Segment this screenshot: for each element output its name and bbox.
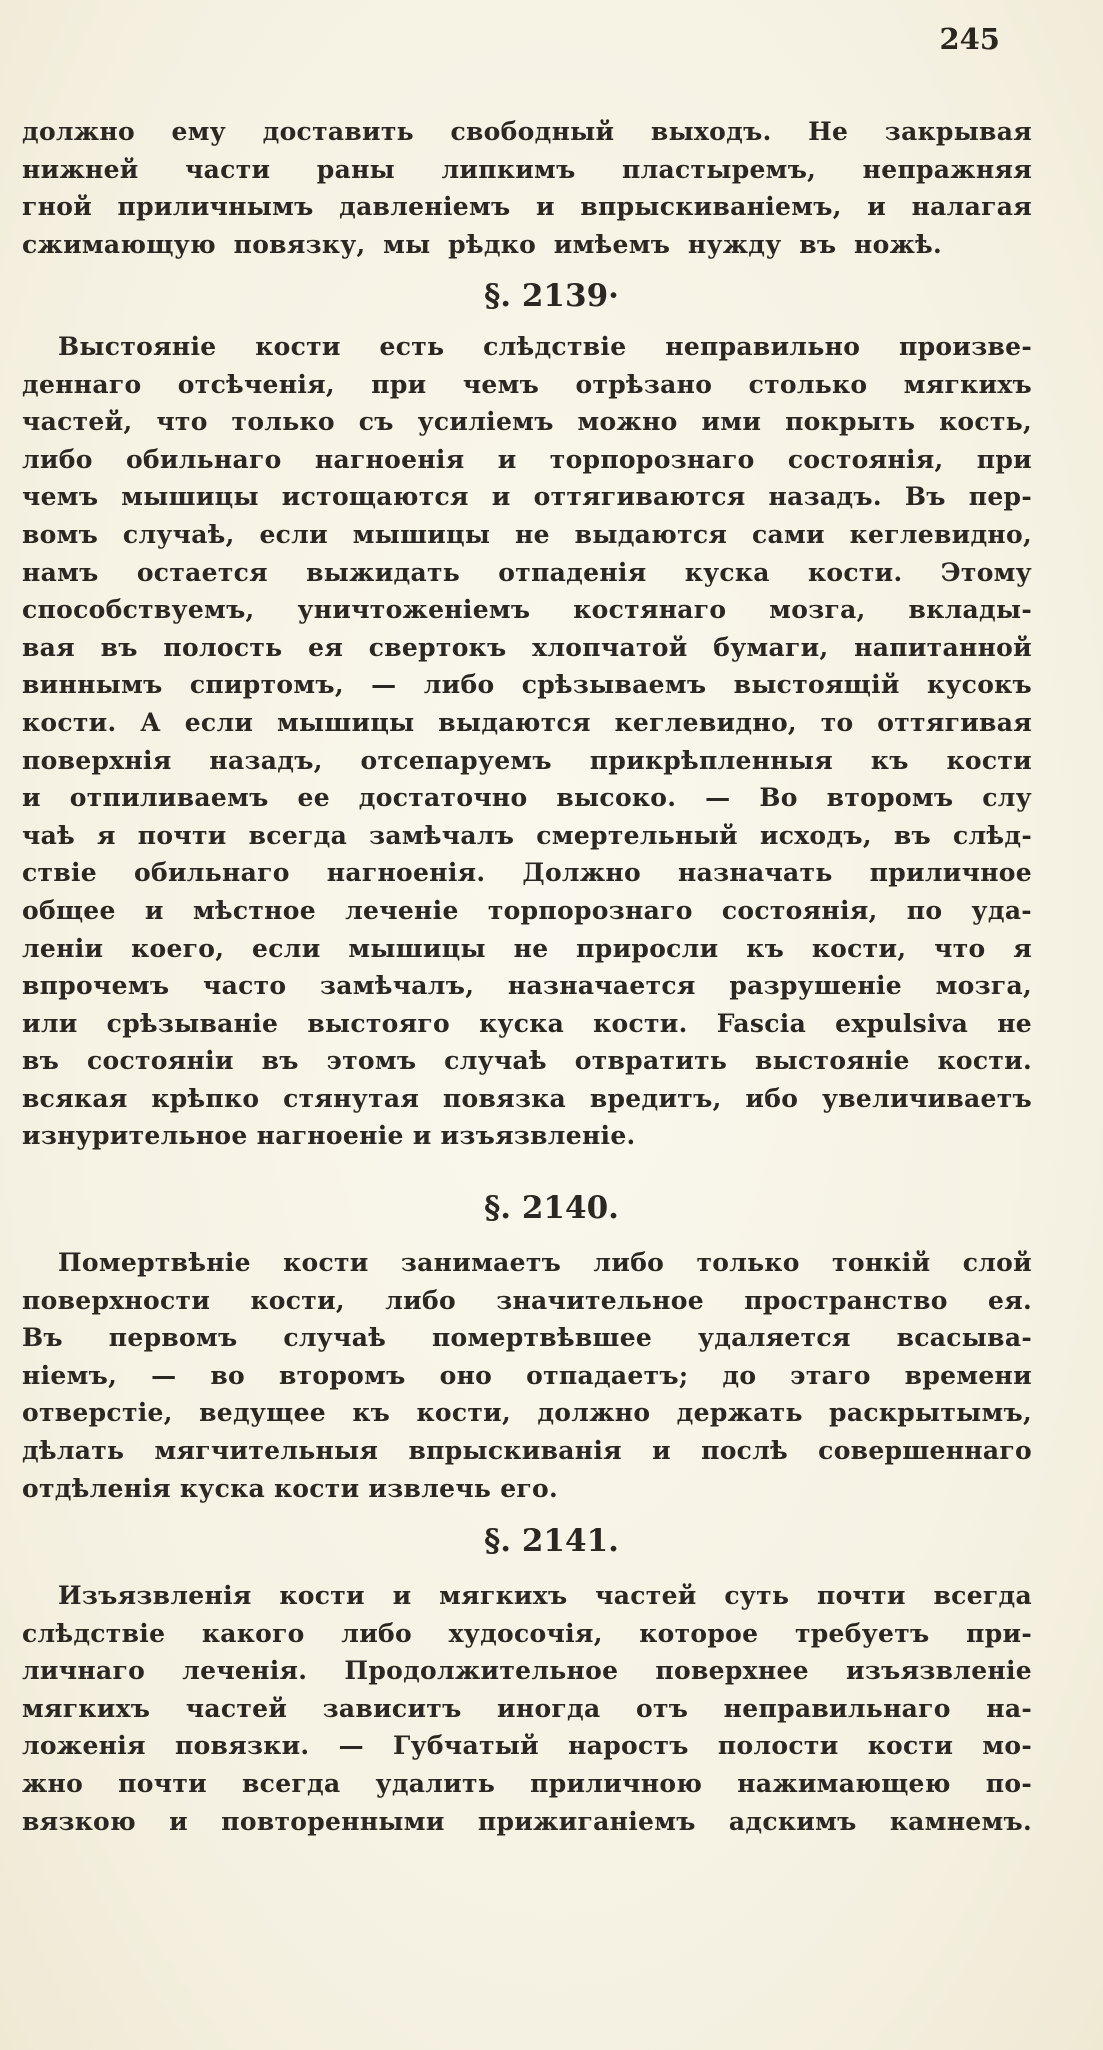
text-line: Въ первомъ случаѣ помертвѣвшее удаляется всасыва- (22, 1323, 1032, 1353)
text-line: виннымъ спиртомъ, — либо срѣзываемъ выстоящій кусокъ (22, 670, 1032, 700)
text-line: Изъязвленія кости и мягкихъ частей суть почти всегда (58, 1581, 1032, 1610)
text-line: чаѣ я почти всегда замѣчалъ смертельный исходъ, въ слѣд- (22, 820, 1032, 850)
text-line: ложенія повязки. — Губчатый наростъ полости кости мо- (22, 1731, 1032, 1761)
text-line: Помертвѣніе кости занимаетъ либо только тонкій слой (58, 1248, 1032, 1277)
text-line: слѣдствіе какого либо худосочія, которое требуетъ при- (22, 1618, 1032, 1648)
text-line: и отпиливаемъ ее достаточно высоко. — Во второмъ слу (22, 783, 1032, 813)
text-line: вая въ полость ея свертокъ хлопчатой бумаги, напитанной (22, 632, 1032, 662)
text-line: жно почти всегда удалить приличною нажимающею по- (22, 1768, 1032, 1798)
text-line: гной приличнымъ давленіемъ и впрыскиваніемъ, и налагая (22, 192, 1032, 222)
text-line: всякая крѣпко стянутая повязка вредитъ, ибо увеличиваетъ (22, 1083, 1032, 1113)
text-line: нижней части раны липкимъ пластыремъ, непражняя (22, 154, 1032, 184)
paragraph-2139 (22, 328, 1032, 1155)
text-line: поверхности кости, либо значительное пространство ея. (22, 1285, 1032, 1315)
text-line: въ состояніи въ этомъ случаѣ отвратить выстояніе кости. (22, 1046, 1032, 1076)
text-line: отдѣленія куска кости извлечь его. (22, 1473, 559, 1503)
text-line: частей, что только съ усиліемъ можно ими покрыть кость, (22, 407, 1032, 437)
text-line: мягкихъ частей зависитъ иногда отъ неправильнаго на- (22, 1693, 1032, 1723)
paragraph-2141 (22, 1577, 1032, 1840)
section-heading-2140: §. 2140. (484, 1190, 619, 1226)
text-line: дѣлать мягчительныя впрыскиванія и послѣ совершеннаго (22, 1435, 1032, 1465)
text-line: личнаго леченія. Продолжительное поверхнее изъязвленіе (22, 1656, 1032, 1686)
text-line: изнурительное нагноеніе и изъязвленіе. (22, 1121, 636, 1151)
text-line: способствуемъ, уничтоженіемъ костянаго мозга, вклады- (22, 595, 1032, 625)
text-line: впрочемъ часто замѣчалъ, назначается разрушеніе мозга, (22, 971, 1032, 1001)
text-line: вязкою и повторенными прижиганіемъ адскимъ камнемъ. (22, 1806, 1032, 1836)
text-line: отверстіе, ведущее къ кости, должно держать раскрытымъ, (22, 1398, 1032, 1428)
text-line: либо обильнаго нагноенія и торпорознаго состоянія, при (22, 444, 1032, 474)
text-line: общее и мѣстное леченіе торпорознаго состоянія, по уда- (22, 895, 1032, 925)
paragraph-continuation (22, 113, 1032, 263)
paragraph-2140 (22, 1244, 1032, 1507)
text-line: чемъ мышицы истощаются и оттягиваются назадъ. Въ пер- (22, 482, 1032, 512)
text-line: или срѣзываніе выстояго куска кости. Fascia expulsiva не (22, 1008, 1032, 1038)
text-line: кости. А если мышицы выдаются кеглевидно, то оттягивая (22, 707, 1032, 737)
text-line: ніемъ, — во второмъ оно отпадаетъ; до этаго времени (22, 1360, 1032, 1390)
section-heading-2139: §. 2139· (484, 278, 619, 314)
section-heading-2141: §. 2141. (484, 1523, 619, 1559)
text-line: вомъ случаѣ, если мышицы не выдаются сами кеглевидно, (22, 519, 1032, 549)
text-line: должно ему доставить свободный выходъ. Не закрывая (22, 117, 1032, 146)
page-number: 245 (939, 22, 1000, 56)
text-line: намъ остается выжидать отпаденія куска кости. Этому (22, 557, 1032, 587)
text-line: леніи коего, если мышицы не приросли къ кости, что я (22, 933, 1032, 963)
text-line: ствіе обильнаго нагноенія. Должно назначать приличное (22, 858, 1032, 888)
text-line: сжимающую повязку, мы рѣдко имѣемъ нужду въ ножѣ. (22, 229, 942, 259)
text-line: деннаго отсѣченія, при чемъ отрѣзано столько мягкихъ (22, 369, 1032, 399)
text-line: Выстояніе кости есть слѣдствіе неправильно произве- (58, 332, 1032, 361)
text-line: поверхнія назадъ, отсепаруемъ прикрѣпленныя къ кости (22, 745, 1032, 775)
